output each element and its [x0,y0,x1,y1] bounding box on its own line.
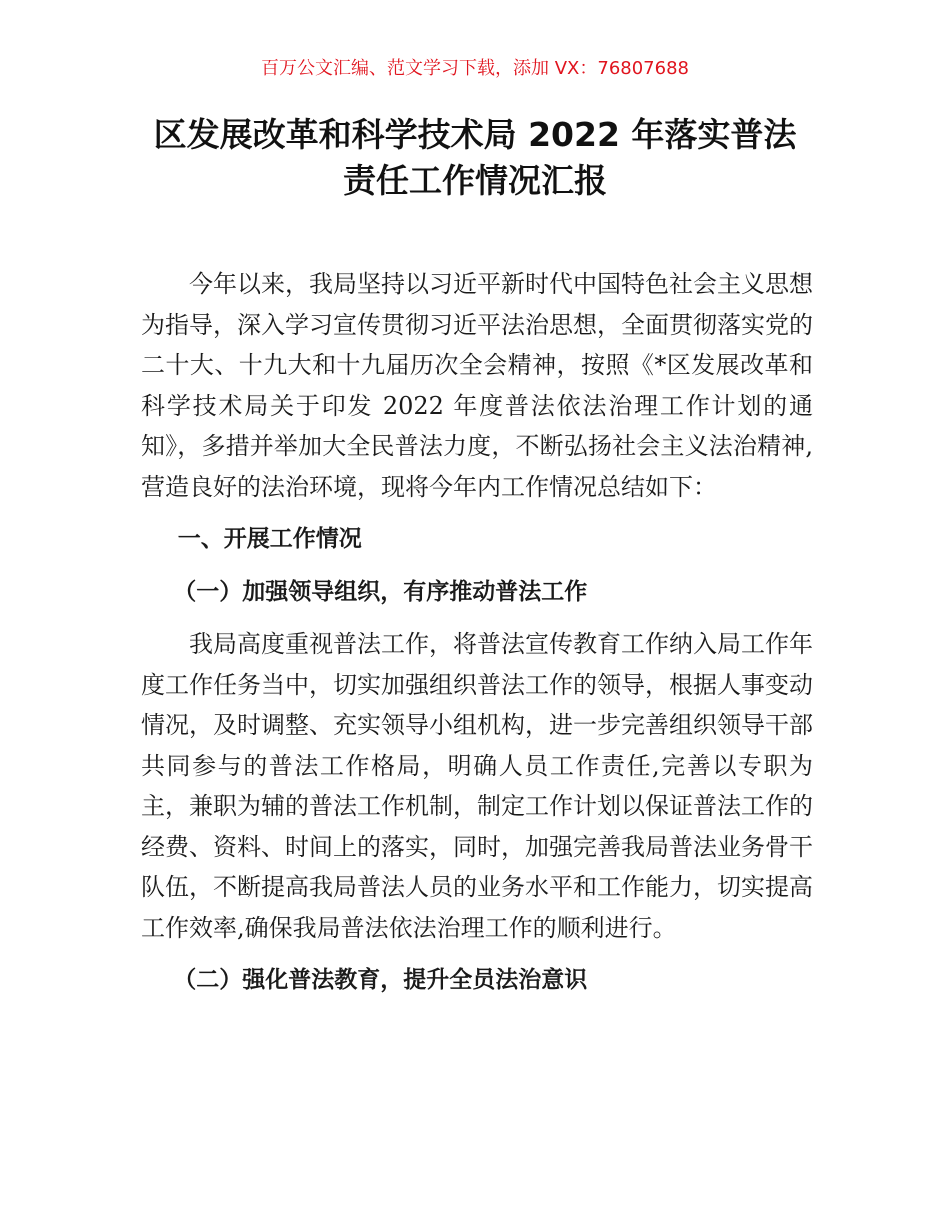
title-line-1: 区发展改革和科学技术局 2022 年落实普法 [153,115,797,154]
subsection-1-paragraph: 我局高度重视普法工作，将普法宣传教育工作纳入局工作年度工作任务当中，切实加强组织普法工作的领导，根据人事变动情况，及时调整、充实领导小组机构，进一步完善组织领导干部共同参与的普法工作格局，明确人员工作责任,完善以专职为主，兼职为辅的普法工作机制，制定工作计划以保证普法工作的经费、资料、时间上的落实，同时，加强完善我局普法业务骨干队伍，不断提高我局普法人员的业务水平和工作能力，切实提高工作效率,确保我局普法依法治理工作的顺利进行。 [141,630,813,942]
intro-paragraph: 今年以来，我局坚持以习近平新时代中国特色社会主义思想为指导，深入学习宣传贯彻习近平法治思想，全面贯彻落实党的二十大、十九大和十九届历次全会精神，按照《*区发展改革和科学技术局关于印发 2022 年度普法依法治理工作计划的通知》，多措并举加大全民普法力度，不断弘扬社会主义法治精神,营造良好的法治环境，现将今年内工作情况总结如下： [141,270,813,501]
subsection-heading-1: （一）加强领导组织，有序推动普法工作 [173,578,588,605]
watermark-banner: 百万公文汇编、范文学习下载，添加 VX：76807688 [261,58,689,79]
document-title [120,112,830,204]
subsection-heading-2: （二）强化普法教育，提升全员法治意识 [173,967,588,993]
document-body [141,264,813,1013]
section-heading-1: 一、开展工作情况 [177,526,362,552]
title-line-2: 责任工作情况汇报 [343,161,607,200]
